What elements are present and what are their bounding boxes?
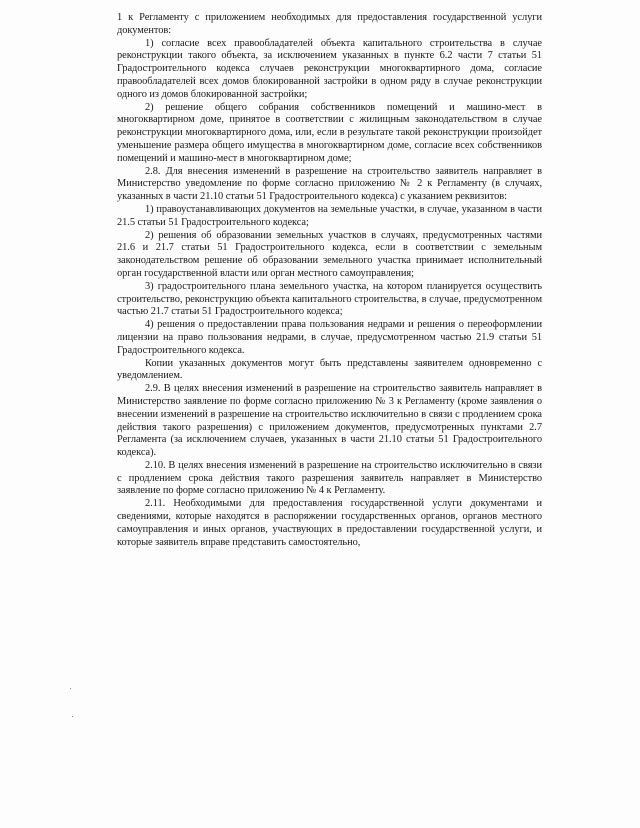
paragraph-item-1-consent: 1) согласие всех правообладателей объекта капитального строительства в случае реконструкции такого объекта, за исключением указанных в пункте 6.2 части 7 статьи 51 Градостроительного кодекса случаев реконструкции многоквартирного дома, согласие правообладателей всех домов блокированной застройки в одном ряду в случае реконструкции одного из домов блокированной застройки; (117, 37, 542, 100)
paragraph-2-11: 2.11. Необходимыми для предоставления государственной услуги документами и сведениями, которые находятся в распоряжении государственных органов, органов местного самоуправления и иных органов, участвующих в предоставлении государственной услуги, и которые заявитель вправе представить самостоятельно, (117, 498, 542, 548)
paragraph-continuation: 1 к Регламенту с приложением необходимых для предоставления государственной услуги документов: (117, 12, 542, 36)
scan-speck (72, 716, 73, 717)
paragraph-2-8-item-2: 2) решения об образовании земельных участков в случаях, предусмотренных частями 21.6 и 21.7 статьи 51 Градостроительного кодекса, если в соответствии с земельным законодательством решение об образовании земельного участка принимает исполнительный орган государственной власти или орган местного самоуправления; (117, 229, 542, 279)
paragraph-2-8-item-3: 3) градостроительного плана земельного участка, на котором планируется осуществить строительство, реконструкцию объекта капитального строительства, в случае, предусмотренном частью 21.7 статьи 51 Градостроительного кодекса; (117, 280, 542, 318)
scan-speck (70, 688, 71, 689)
paragraph-2-9: 2.9. В целях внесения изменений в разрешение на строительство заявитель направляет в Министерство заявление по форме согласно приложению № 3 к Регламенту (кроме заявления о внесении изменений в разрешение на строительство исключительно в связи с продлением срока действия такого разрешения) с приложением документов, предусмотренных пунктами 2.7 Регламента (за исключением случаев, указанных в части 21.10 статьи 51 Градостроительного кодекса). (117, 383, 542, 459)
paragraph-item-2-meeting-decision: 2) решение общего собрания собственников помещений и машино-мест в многоквартирном доме, принятое в соответствии с жилищным законодательством в случае реконструкции многоквартирного дома, или, если в результате такой реконструкции произойдет уменьшение размера общего имущества в многоквартирном доме, согласие всех собственников помещений и машино-мест в многоквартирном доме; (117, 101, 542, 164)
paragraph-2-8-item-4: 4) решения о предоставлении права пользования недрами и решения о переоформлении лицензии на право пользования недрами, в случае, предусмотренном частью 21.9 статьи 51 Градостроительного кодекса. (117, 319, 542, 356)
paragraph-2-8: 2.8. Для внесения изменений в разрешение на строительство заявитель направляет в Министерство уведомление по форме согласно приложению № 2 к Регламенту (в случаях, указанных в части 21.10 статьи 51 Градостроительного кодекса) с указанием реквизитов: (117, 165, 542, 203)
paragraph-2-8-item-1: 1) правоустанавливающих документов на земельные участки, в случае, указанном в части 21.5 статьи 51 Градостроительного кодекса; (117, 203, 542, 228)
paragraph-2-10: 2.10. В целях внесения изменений в разрешение на строительство исключительно в связи с продлением срока действия такого разрешения заявитель направляет в Министерство заявление по форме согласно приложению № 4 к Регламенту. (117, 459, 542, 497)
document-body (117, 12, 542, 549)
paragraph-copies-note: Копии указанных документов могут быть представлены заявителем одновременно с уведомлением. (117, 357, 542, 382)
